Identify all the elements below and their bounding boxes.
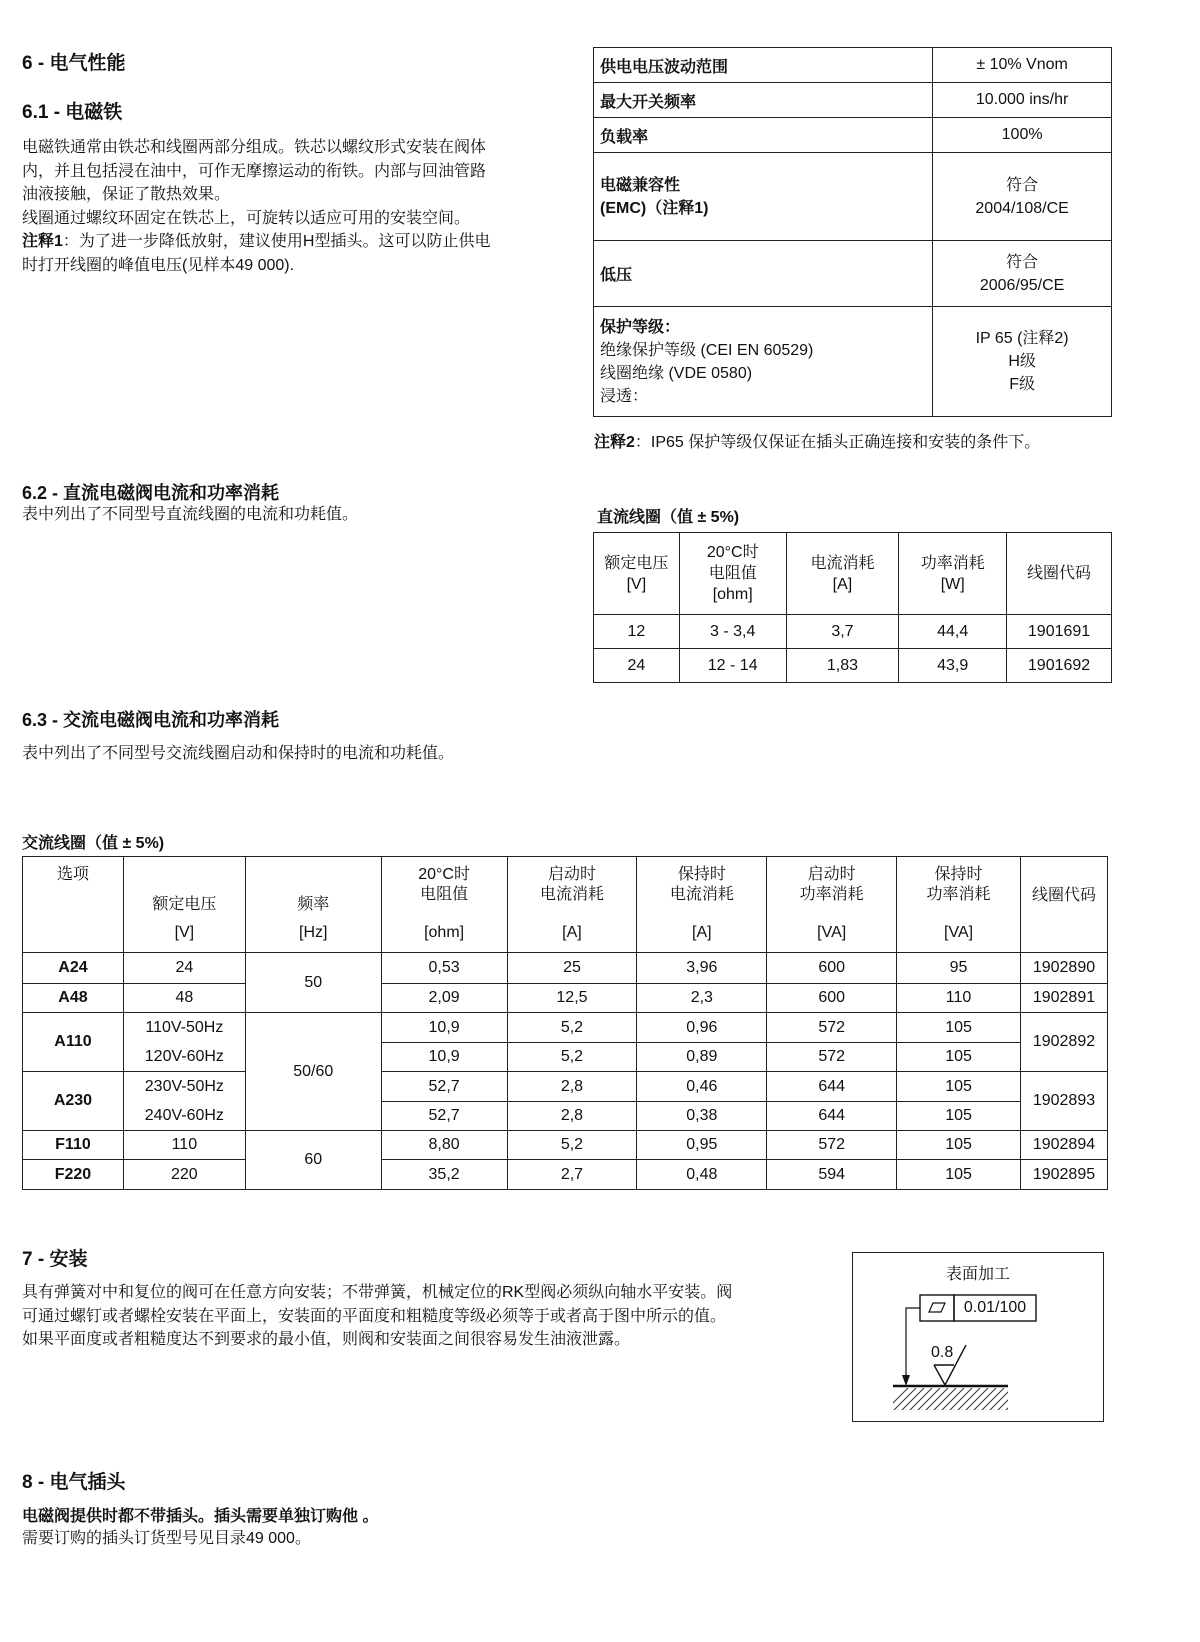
header-line: 功率消耗 [920,554,985,572]
spec-value: ± 10% Vnom [933,48,1112,83]
note-1-text-2: 时打开线圈的峰值电压(见样本49 000). [22,256,295,274]
header-option: 选项 [23,857,124,953]
header-coil-code [1007,533,1112,615]
cell: 3,96 [637,953,767,984]
section-6-3-title: 6.3 - 交流电磁阀电流和功率消耗 [22,710,280,730]
cell: 2,8 [507,1102,637,1131]
table-units-row [23,915,1108,953]
flatness-value: 0.01/100 [963,1299,1027,1316]
cell: 1902895 [1020,1160,1107,1190]
flatness-symbol-frame [920,1295,954,1321]
table-header-row [23,857,1108,915]
cell: 95 [897,953,1021,984]
cell: 10,9 [381,1013,507,1043]
unit-resistance: [ohm] [381,915,507,953]
cell: 105 [897,1043,1021,1072]
header-line: [ohm] [712,586,753,603]
cell: 5,2 [507,1131,637,1160]
protection-label: 保护等级： [600,318,681,336]
cell: 110 [123,1131,245,1160]
header-resistance [381,857,507,915]
cell-frequency: 50 [245,953,381,1013]
table-row [23,1131,1108,1160]
table-row [594,307,1112,417]
cell: 52,7 [381,1072,507,1102]
header-start-power [767,857,897,915]
cell: 5,2 [507,1013,637,1043]
table-row [594,118,1112,153]
cell: 230V-50Hz [123,1072,245,1102]
unit-hold-power: [VA] [897,915,1021,953]
spec-label: 供电电压波动范围 [594,48,933,83]
cell-option: A230 [23,1072,124,1131]
cell: 3,7 [786,615,899,649]
note-1-text: ：为了进一步降低放射，建议使用H型插头。这可以防止供电 [62,233,491,250]
section-7-title: 7 - 安装 [22,1249,88,1270]
header-line: [V] [626,575,647,593]
cell: 8,80 [381,1131,507,1160]
cell: 12 - 14 [679,649,786,683]
table-row [594,241,1112,307]
cell-option: F220 [23,1160,124,1190]
cell: 35,2 [381,1160,507,1190]
table-row [23,1160,1108,1190]
section-8-title: 8 - 电气插头 [22,1472,126,1493]
protection-line: 绝缘保护等级 (CEI EN 60529) [600,341,814,359]
table-row [23,953,1108,984]
flatness-icon [929,1303,945,1312]
note-2-label: 注释2 [594,434,635,451]
note-2-text: ：IP65 保护等级仅保证在插头正确连接和安装的条件下。 [634,434,1041,451]
cell: 1902891 [1020,984,1107,1013]
header-hold-power [897,857,1021,915]
table-row [594,649,1112,683]
ac-table-caption: 交流线圈（值 ± 5%) [22,835,165,852]
paragraph-line: 油液接触，保证了散热效果。 [22,186,231,203]
ac-coil-table [22,856,1108,1190]
cell: 644 [767,1102,897,1131]
leader-line [906,1308,920,1380]
section-6-3-text: 表中列出了不同型号交流线圈启动和保持时的电流和功耗值。 [22,745,455,762]
section-6-1-text [22,136,562,277]
cell: 240V-60Hz [123,1102,245,1131]
table-row [594,83,1112,118]
unit-voltage: [V] [123,915,245,953]
header-line: 启动时 [547,866,596,883]
table-row [23,1013,1108,1043]
header-current [786,533,899,615]
cell: 1902893 [1020,1072,1107,1131]
cell: 48 [123,984,245,1013]
cell: 600 [767,953,897,984]
header-line: 启动时 [807,866,856,883]
table-row [23,1072,1108,1102]
cell: 0,96 [637,1013,767,1043]
cell: 43,9 [899,649,1007,683]
cell: 120V-60Hz [123,1043,245,1072]
surface-finish-title: 表面加工 [945,1266,1010,1283]
unit-start-current: [A] [507,915,637,953]
table-row [23,1102,1108,1131]
cell: 10,9 [381,1043,507,1072]
spec-value: 100% [933,118,1112,153]
cell: 12 [594,615,680,649]
section-8-line-2: 需要订购的插头订货型号见目录49 000。 [22,1530,311,1547]
table-row [594,48,1112,83]
spec-label: 最大开关频率 [594,83,933,118]
paragraph-line: 内，并且包括浸在油中，可作无摩擦运动的衔铁。内部与回油管路 [22,162,487,180]
cell: 644 [767,1072,897,1102]
cell: 3 - 3,4 [679,615,786,649]
cell: 2,8 [507,1072,637,1102]
arrow-icon [902,1375,910,1386]
cell: 25 [507,953,637,984]
paragraph-line: 电磁铁通常由铁芯和线圈两部分组成。铁芯以螺纹形式安装在阀体 [22,139,487,156]
paragraph-line: 具有弹簧对中和复位的阀可在任意方向安装；不带弹簧，机械定位的RK型阀必须纵向轴水平安装。阀 [22,1284,733,1301]
cell: 12,5 [507,984,637,1013]
table-row [594,153,1112,241]
cell: 600 [767,984,897,1013]
roughness-value: 0.8 [931,1344,954,1361]
spec-label: 负载率 [594,118,933,153]
section-8-line-1: 电磁阀提供时都不带插头。插头需要单独订购他 。 [22,1508,379,1525]
cell: 2,7 [507,1160,637,1190]
cell: 0,48 [637,1160,767,1190]
cell-option: F110 [23,1131,124,1160]
note-1 [22,230,562,254]
header-line: [A] [832,575,853,593]
header-line: 功率消耗 [926,886,991,903]
protection-line: 线圈绝缘 (VDE 0580) [600,364,753,382]
paragraph-line: 线圈通过螺纹环固定在铁芯上，可旋转以适应可用的安装空间。 [22,209,471,227]
dc-table-caption: 直流线圈（值 ± 5%) [597,509,740,526]
cell: 105 [897,1072,1021,1102]
note-2 [594,431,1040,455]
unit-start-power: [VA] [767,915,897,953]
cell: 594 [767,1160,897,1190]
section-6-2-text: 表中列出了不同型号直流线圈的电流和功耗值。 [22,506,359,523]
header-rated-voltage [594,533,680,615]
cell: 0,46 [637,1072,767,1102]
spec-value-emc [933,153,1112,241]
cell: 110V-50Hz [123,1013,245,1043]
cell: 1901691 [1007,615,1112,649]
spec-value-lv [933,241,1112,307]
unit-hold-current: [A] [637,915,767,953]
paragraph-line: 可通过螺钉或者螺栓安装在平面上，安装面的平面度和粗糙度等级必须等于或者高于图中所示的值。 [22,1307,727,1325]
cell: 24 [123,953,245,984]
note-1-label: 注释1 [22,233,63,250]
spec-table [593,47,1112,417]
spec-value-protection [933,307,1112,417]
table-header-row [594,533,1112,615]
header-line: 20°C时 [706,544,759,561]
cell: 1901692 [1007,649,1112,683]
section-6-title: 6 - 电气性能 [22,53,126,74]
section-6-2-title: 6.2 - 直流电磁阀电流和功率消耗 [22,483,280,503]
lv-value-line: 2006/95/CE [979,276,1065,294]
cell: 52,7 [381,1102,507,1131]
section-6-1-title: 6.1 - 电磁铁 [22,102,123,123]
header-line: 功率消耗 [799,886,864,903]
cell: 0,95 [637,1131,767,1160]
cell-option: A24 [23,953,124,984]
cell: 110 [897,984,1021,1013]
spec-value: 10.000 ins/hr [933,83,1112,118]
header-line: 20°C时 [418,866,470,883]
dc-coil-table [593,532,1112,683]
protection-value: IP 65 (注释2) [975,330,1069,347]
header-coil-code: 线圈代码 [1020,857,1107,953]
cell: 2,3 [637,984,767,1013]
section-7-text [22,1281,822,1352]
cell: 1902894 [1020,1131,1107,1160]
header-line: 保持时 [677,866,726,883]
cell: 2,09 [381,984,507,1013]
cell: 24 [594,649,680,683]
header-line: 线圈代码 [1027,565,1092,582]
cell: 44,4 [899,615,1007,649]
header-line: 电阻值 [420,886,469,903]
hatching-icon [883,1388,1028,1413]
spec-label-protection [594,307,933,417]
cell: 0,89 [637,1043,767,1072]
cell: 220 [123,1160,245,1190]
emc-value-line: 2004/108/CE [975,199,1069,217]
cell: 572 [767,1013,897,1043]
cell: 5,2 [507,1043,637,1072]
spec-label-emc [594,153,933,241]
cell-option: A48 [23,984,124,1013]
header-line: 保持时 [934,866,983,883]
unit-frequency: [Hz] [245,915,381,953]
header-line: 电阻值 [708,565,757,582]
cell: 105 [897,1013,1021,1043]
header-line: 电流消耗 [810,554,875,572]
cell: 0,38 [637,1102,767,1131]
lv-value-line: 符合 [1006,253,1039,271]
paragraph-line: 如果平面度或者粗糙度达不到要求的最小值，则阀和安装面之间很容易发生油液泄露。 [22,1331,631,1348]
cell: 1902892 [1020,1013,1107,1072]
surface-finish-drawing [853,1253,1103,1421]
table-row [23,1043,1108,1072]
cell-option: A110 [23,1013,124,1072]
cell-frequency: 50/60 [245,1013,381,1131]
cell: 0,53 [381,953,507,984]
spec-label-lv: 低压 [594,241,933,307]
protection-value: H级 [1008,353,1036,370]
surface-finish-box [852,1252,1104,1422]
header-line: 额定电压 [604,554,669,572]
table-row [594,615,1112,649]
header-rated-voltage: 额定电压 [123,857,245,915]
cell: 1,83 [786,649,899,683]
emc-label-line: 电磁兼容性 [600,176,681,194]
cell-frequency: 60 [245,1131,381,1190]
header-resistance [679,533,786,615]
cell: 1902890 [1020,953,1107,984]
header-line: [W] [940,575,965,593]
emc-value-line: 符合 [1006,176,1039,194]
header-frequency: 频率 [245,857,381,915]
cell: 572 [767,1043,897,1072]
header-hold-current [637,857,767,915]
header-line: 电流消耗 [539,886,604,903]
protection-value: F级 [1009,376,1035,393]
header-power [899,533,1007,615]
emc-label-line: (EMC)（注释1) [600,199,709,217]
table-row [23,984,1108,1013]
cell: 105 [897,1160,1021,1190]
protection-line: 浸透： [600,387,649,405]
header-line: 电流消耗 [669,886,734,903]
header-start-current [507,857,637,915]
cell: 572 [767,1131,897,1160]
cell: 105 [897,1102,1021,1131]
cell: 105 [897,1131,1021,1160]
